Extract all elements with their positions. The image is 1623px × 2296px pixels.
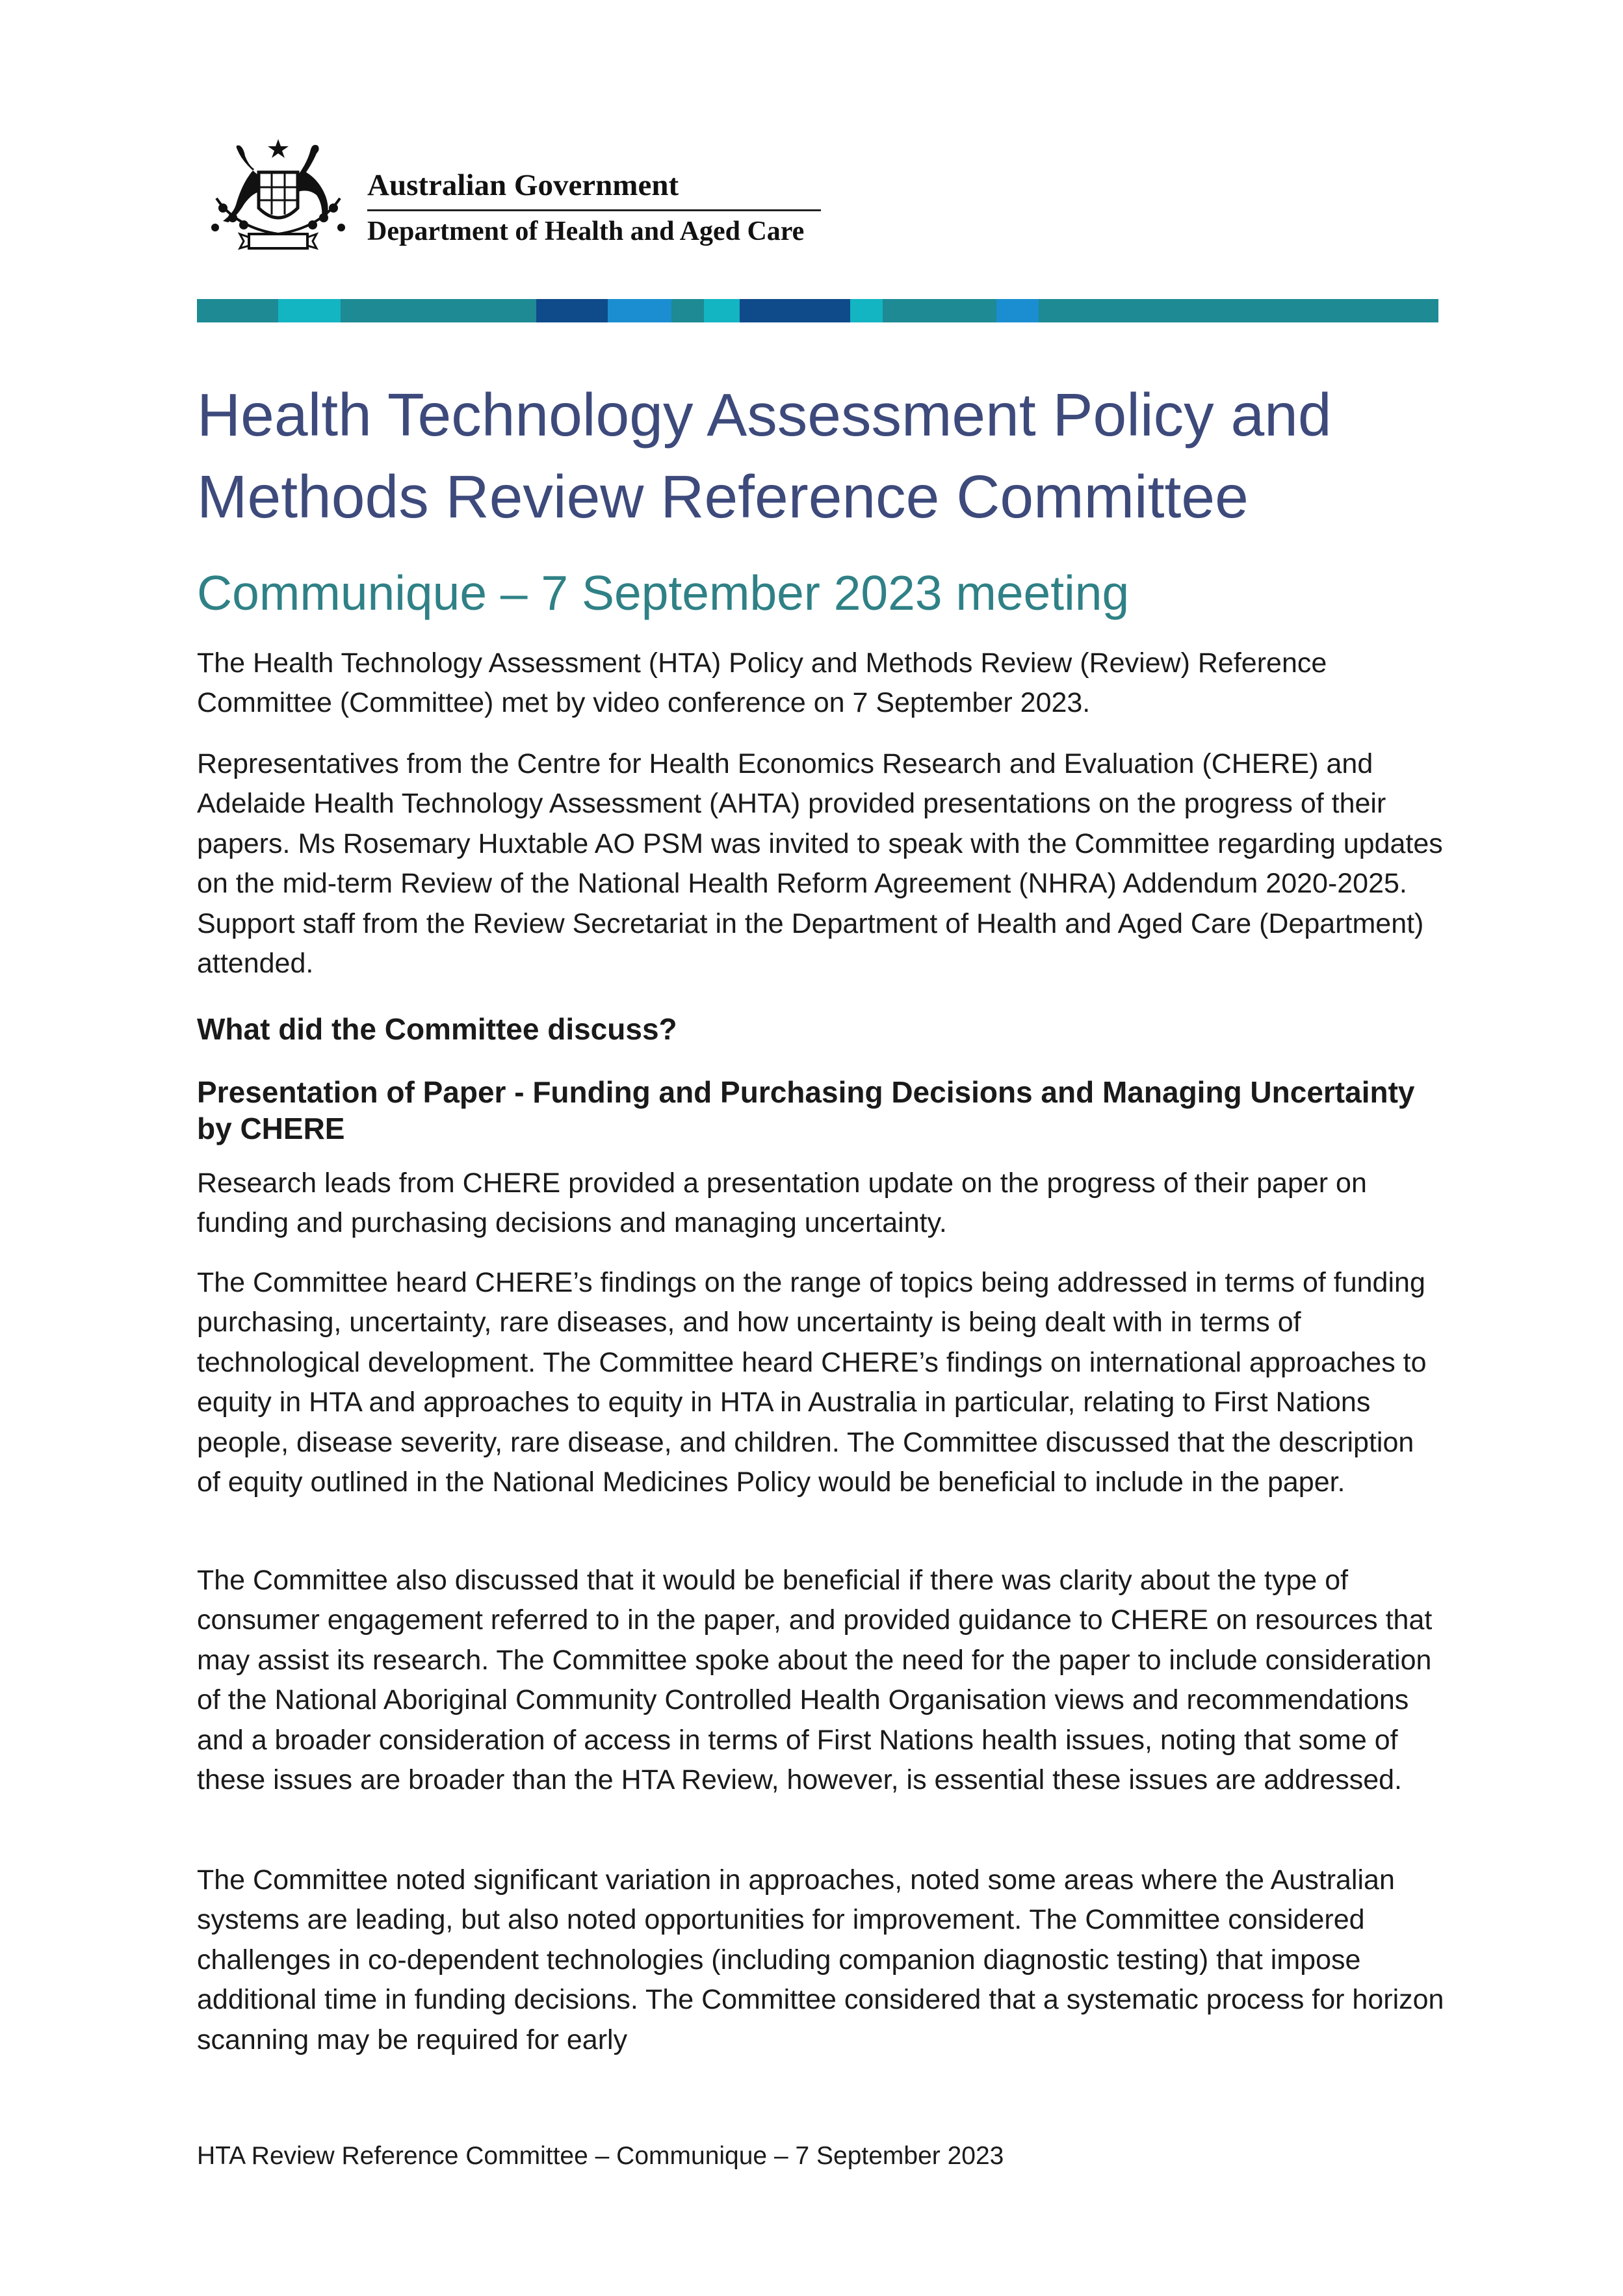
page-subtitle: Communique – 7 September 2023 meeting bbox=[197, 566, 1130, 620]
section-heading-discuss: What did the Committee discuss? bbox=[197, 1012, 677, 1046]
chere-paragraph-4: The Committee noted significant variation in approaches, noted some areas where the Australian systems are leading, but also noted opportunities for improvement. The Committee considered challenges in co-dependent technologies (including companion diagnostic testing) that impose additional time in funding decisions. The Committee considered that a systematic process for horizon scanning may be required for early bbox=[197, 1864, 1444, 2055]
stripe-segment bbox=[278, 299, 341, 322]
stripe-segment bbox=[536, 299, 608, 322]
stripe-segment bbox=[197, 299, 278, 322]
stripe-segment bbox=[883, 299, 996, 322]
coat-of-arms-icon bbox=[197, 137, 359, 260]
header-color-stripe bbox=[197, 299, 1438, 322]
stripe-segment bbox=[341, 299, 536, 322]
stripe-segment bbox=[671, 299, 704, 322]
stripe-segment bbox=[704, 299, 740, 322]
stripe-segment bbox=[996, 299, 1039, 322]
section-heading-chere: Presentation of Paper - Funding and Purchasing Decisions and Managing Uncertainty by CHERE bbox=[197, 1075, 1415, 1145]
department-name: Department of Health and Aged Care bbox=[367, 216, 805, 246]
chere-paragraph-2: The Committee heard CHERE’s findings on the range of topics being addressed in terms of funding purchasing, uncertainty, rare diseases, and how uncertainty is being dealt with in terms of technological development. The Committee heard CHERE’s findings on international approaches to equity in HTA and approaches to equity in HTA in Australia in particular, relating to First Nations people, disease severity, rare disease, and children. The Committee discussed that the description of equity outlined in the National Medicines Policy would be beneficial to include in the paper. bbox=[197, 1267, 1427, 1498]
page-title: Health Technology Assessment Policy and Methods Review Reference Committee bbox=[197, 381, 1332, 530]
stripe-segment bbox=[850, 299, 883, 322]
government-name: Australian Government bbox=[367, 168, 679, 202]
intro-paragraph-1: The Health Technology Assessment (HTA) Policy and Methods Review (Review) Reference Committee (Committee) met by video conference on 7 September 2023. bbox=[197, 647, 1327, 719]
page-footer: HTA Review Reference Committee – Communique – 7 September 2023 bbox=[197, 2142, 1004, 2170]
intro-paragraph-2: Representatives from the Centre for Health Economics Research and Evaluation (CHERE) and Adelaide Health Technology Assessment (AHTA) provided presentations on the progress of their papers. Ms Rosemary Huxtable AO PSM was invited to speak with the Committee regarding updates on the mid-term Review of the National Health Reform Agreement (NHRA) Addendum 2020-2025. Support staff from the Review Secretariat in the Department of Health and Aged Care (Department) attended. bbox=[197, 748, 1443, 980]
stripe-segment bbox=[608, 299, 671, 322]
government-logo bbox=[197, 137, 821, 260]
stripe-segment bbox=[1039, 299, 1438, 322]
logo-divider bbox=[367, 209, 821, 211]
chere-paragraph-1: Research leads from CHERE provided a presentation update on the progress of their paper on funding and purchasing decisions and managing uncertainty. bbox=[197, 1168, 1367, 1239]
chere-paragraph-3: The Committee also discussed that it would be beneficial if there was clarity about the type of consumer engagement referred to in the paper, and provided guidance to CHERE on resources that may assist its research. The Committee spoke about the need for the paper to include consideration of the National Aboriginal Community Controlled Health Organisation views and recommendations and a broader consideration of access in terms of First Nations health issues, noting that some of these issues are broader than the HTA Review, however, is essential these issues are addressed. bbox=[197, 1565, 1433, 1796]
stripe-segment bbox=[740, 299, 850, 322]
